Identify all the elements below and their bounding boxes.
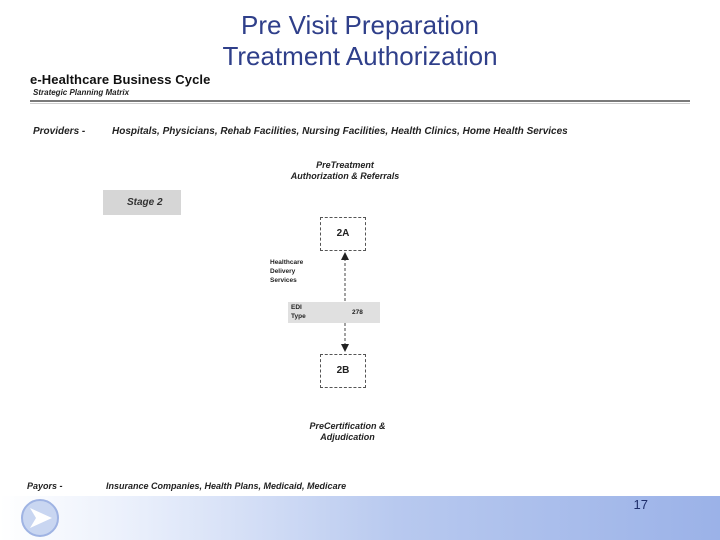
- pretreatment-line-2: Authorization & Referrals: [290, 171, 400, 181]
- node-2a-label: 2A: [336, 228, 350, 239]
- precert-line-2: Adjudication: [320, 432, 375, 442]
- arrow-up-icon: [341, 252, 349, 260]
- edi-line-2: Type: [291, 313, 306, 320]
- delivery-line-2: Delivery: [270, 268, 296, 275]
- pretreatment-label: [260, 160, 430, 182]
- edi-line-1: EDI: [291, 304, 302, 311]
- precertification-label: [280, 421, 415, 443]
- header-divider-shadow: [30, 103, 690, 104]
- planning-matrix-subheading: Strategic Planning Matrix: [33, 88, 130, 97]
- stage-label: Stage 2: [127, 197, 163, 208]
- payors-label: Payors -: [27, 481, 63, 491]
- page-number: 17: [633, 497, 648, 512]
- footer-band: [0, 496, 720, 540]
- title-line-1: Pre Visit Preparation: [241, 10, 479, 40]
- business-cycle-heading: e-Healthcare Business Cycle: [30, 72, 211, 87]
- arrow-down-icon: [341, 344, 349, 352]
- delivery-line-1: Healthcare: [270, 259, 304, 266]
- node-2a: [320, 217, 366, 251]
- payors-list: Insurance Companies, Health Plans, Medicaid, Medicare: [106, 481, 347, 491]
- precert-line-1: PreCertification &: [309, 421, 386, 431]
- header-divider: [30, 100, 690, 102]
- edi-type-label: [291, 303, 306, 321]
- edi-type-value: 278: [352, 309, 363, 316]
- delivery-line-3: Services: [270, 277, 297, 284]
- pretreatment-line-1: PreTreatment: [316, 160, 374, 170]
- edi-type-badge: [288, 302, 380, 323]
- providers-label: Providers -: [33, 126, 86, 137]
- node-2b-label: 2B: [336, 365, 350, 376]
- node-2b: [320, 354, 366, 388]
- stage-badge: [103, 190, 181, 215]
- delivery-services-label: [270, 258, 303, 285]
- title-line-2: Treatment Authorization: [222, 41, 498, 71]
- slide-title: [0, 10, 720, 72]
- logo-icon: [18, 496, 66, 540]
- providers-list: Hospitals, Physicians, Rehab Facilities, Nursing Facilities, Health Clinics, Home Health Services: [112, 126, 568, 137]
